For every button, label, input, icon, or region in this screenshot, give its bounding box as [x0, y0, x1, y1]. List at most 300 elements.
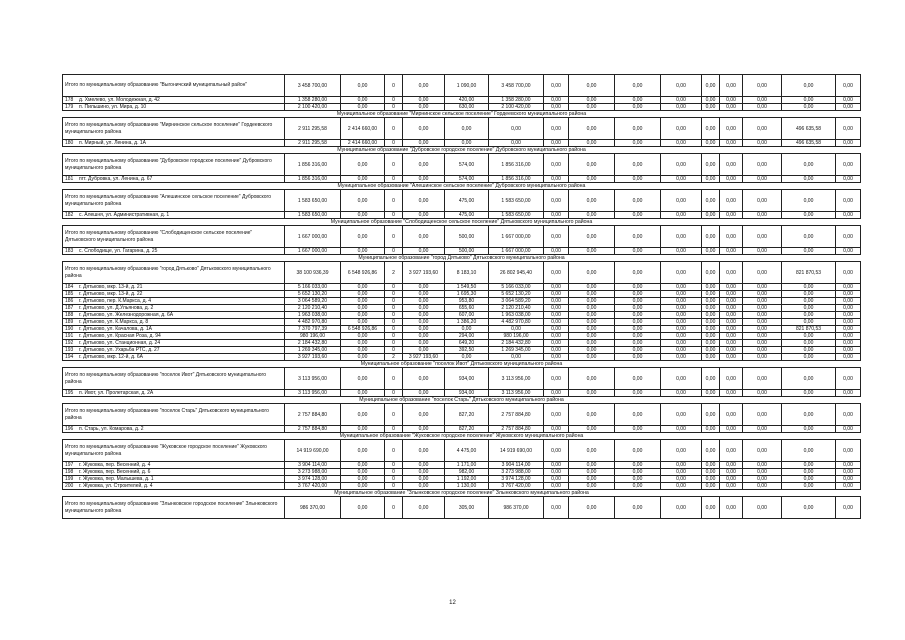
- value-cell: 0,00: [615, 333, 661, 340]
- total-value-cell: 1 090,00: [445, 75, 489, 97]
- value-cell: 0,00: [569, 140, 615, 147]
- total-value-cell: 0,00: [661, 154, 702, 176]
- total-value-cell: 0,00: [782, 497, 836, 519]
- value-cell: 0,00: [544, 462, 569, 469]
- value-cell: 0: [385, 347, 403, 354]
- value-cell: 0,00: [569, 291, 615, 298]
- total-value-cell: 0: [385, 190, 403, 212]
- value-cell: 0,00: [782, 390, 836, 397]
- value-cell: 0,00: [702, 354, 720, 361]
- value-cell: 0: [385, 340, 403, 347]
- value-cell: 0,00: [720, 212, 743, 219]
- value-cell: 0,00: [341, 426, 385, 433]
- value-cell: 0,00: [702, 248, 720, 255]
- total-value-cell: 0,00: [836, 497, 861, 519]
- value-cell: 0,00: [569, 469, 615, 476]
- value-cell: 0,00: [341, 483, 385, 490]
- value-cell: 0,00: [615, 312, 661, 319]
- value-cell: 1 358 280,00: [489, 97, 544, 104]
- value-cell: 1 171,00: [445, 462, 489, 469]
- table-row: [63, 140, 861, 147]
- value-cell: 475,00: [445, 212, 489, 219]
- address-text: п. Старь, ул. Комарова, д. 2: [79, 426, 144, 432]
- value-cell: 0,00: [615, 469, 661, 476]
- value-cell: 0,00: [615, 347, 661, 354]
- table-row: [63, 212, 861, 219]
- total-value-cell: 3 927 193,60: [403, 262, 445, 284]
- value-cell: 0,00: [782, 319, 836, 326]
- address-text: г. Жуковка, ул. Строителей, д. 4: [79, 483, 153, 489]
- value-cell: 0,00: [569, 326, 615, 333]
- value-cell: 0,00: [615, 390, 661, 397]
- value-cell: 0,00: [702, 291, 720, 298]
- total-value-cell: 2: [385, 262, 403, 284]
- total-value-cell: 0,00: [615, 118, 661, 140]
- total-value-cell: 0,00: [615, 404, 661, 426]
- total-value-cell: 0,00: [836, 404, 861, 426]
- value-cell: 0,00: [743, 340, 782, 347]
- value-cell: 0,00: [702, 104, 720, 111]
- value-cell: 0,00: [720, 97, 743, 104]
- value-cell: 2 120 210,40: [285, 305, 341, 312]
- total-value-cell: 0,00: [403, 190, 445, 212]
- total-value-cell: 0,00: [836, 262, 861, 284]
- total-value-cell: 0,00: [743, 440, 782, 462]
- total-value-cell: 0,00: [836, 118, 861, 140]
- section-total-row: [63, 154, 861, 176]
- value-cell: 0,00: [720, 390, 743, 397]
- total-value-cell: 0,00: [569, 368, 615, 390]
- value-cell: 5 166 033,00: [285, 284, 341, 291]
- section-total-label: Итого по муниципальному образованию "Жуковское городское поселение" Жуковского муниципального района: [63, 440, 285, 462]
- value-cell: 0,00: [782, 212, 836, 219]
- table-row: [63, 476, 861, 483]
- value-cell: 0,00: [403, 333, 445, 340]
- total-value-cell: 0,00: [836, 154, 861, 176]
- value-cell: 0,00: [702, 469, 720, 476]
- value-cell: 0,00: [569, 284, 615, 291]
- value-cell: 0,00: [489, 354, 544, 361]
- total-value-cell: 305,00: [445, 497, 489, 519]
- row-number: 200: [65, 483, 74, 489]
- section-total-row: [63, 497, 861, 519]
- section-total-row: [63, 368, 861, 390]
- value-cell: 0,00: [341, 319, 385, 326]
- value-cell: 0,00: [341, 390, 385, 397]
- value-cell: 0: [385, 305, 403, 312]
- section-header-label: Муниципальное образование "Дубровское городское поселение" Дубровского муниципального района: [63, 147, 861, 154]
- value-cell: 0: [385, 104, 403, 111]
- total-value-cell: 0,00: [661, 368, 702, 390]
- value-cell: 0: [385, 212, 403, 219]
- address-text: п. Мирный, ул. Ленина, д. 1А: [79, 140, 146, 146]
- value-cell: 0,00: [544, 248, 569, 255]
- row-number: 194: [65, 354, 74, 360]
- value-cell: 0,00: [544, 469, 569, 476]
- address-cell: [63, 248, 285, 255]
- value-cell: 934,00: [445, 390, 489, 397]
- value-cell: 0,00: [743, 354, 782, 361]
- address-text: г. Дятьково, мкр. 13-й, д. 21: [79, 284, 143, 290]
- total-value-cell: 0,00: [720, 262, 743, 284]
- total-value-cell: 0,00: [341, 226, 385, 248]
- address-text: п. Пильшино, ул. Мира, д. 10: [79, 104, 147, 110]
- total-value-cell: 0,00: [661, 262, 702, 284]
- value-cell: 0,00: [661, 298, 702, 305]
- value-cell: 0,00: [341, 212, 385, 219]
- value-cell: 1 358 280,00: [285, 97, 341, 104]
- value-cell: 4 482 970,80: [489, 319, 544, 326]
- value-cell: 6 548 926,86: [341, 326, 385, 333]
- total-value-cell: 0,00: [702, 497, 720, 519]
- value-cell: 0,00: [403, 476, 445, 483]
- value-cell: 0,00: [743, 390, 782, 397]
- row-number: 182: [65, 212, 74, 218]
- total-value-cell: 0,00: [403, 440, 445, 462]
- value-cell: 821 870,53: [782, 326, 836, 333]
- total-value-cell: 0,00: [544, 440, 569, 462]
- table-row: [63, 291, 861, 298]
- value-cell: 0: [385, 333, 403, 340]
- section-total-label: Итого по муниципальному образованию "Мирнинское сельское поселение" Гордеевского муниципального района: [63, 118, 285, 140]
- address-cell: [63, 291, 285, 298]
- value-cell: 0,00: [403, 426, 445, 433]
- value-cell: 0,00: [544, 104, 569, 111]
- total-value-cell: 3 458 700,00: [285, 75, 341, 97]
- total-value-cell: 0,00: [615, 75, 661, 97]
- value-cell: 0: [385, 176, 403, 183]
- value-cell: 0,00: [489, 140, 544, 147]
- total-value-cell: 0,00: [544, 75, 569, 97]
- value-cell: 0,00: [661, 347, 702, 354]
- value-cell: 0,00: [782, 305, 836, 312]
- value-cell: 980 196,00: [489, 333, 544, 340]
- value-cell: 0,00: [743, 347, 782, 354]
- value-cell: 3 113 956,00: [489, 390, 544, 397]
- total-value-cell: 0,00: [782, 404, 836, 426]
- value-cell: 827,20: [445, 426, 489, 433]
- row-number: 181: [65, 176, 74, 182]
- value-cell: 0,00: [720, 333, 743, 340]
- value-cell: 3 064 589,20: [285, 298, 341, 305]
- value-cell: 1 269 345,00: [285, 347, 341, 354]
- value-cell: 3 904 114,00: [285, 462, 341, 469]
- table-row: [63, 462, 861, 469]
- value-cell: 0,00: [743, 476, 782, 483]
- value-cell: 392,50: [445, 347, 489, 354]
- value-cell: 3 927 193,60: [285, 354, 341, 361]
- value-cell: 0,00: [615, 140, 661, 147]
- value-cell: 0,00: [743, 248, 782, 255]
- section-total-row: [63, 404, 861, 426]
- value-cell: 0,00: [743, 284, 782, 291]
- value-cell: 0,00: [661, 104, 702, 111]
- section-total-label: Итого по муниципальному образованию "город Дятьково" Дятьковского муниципального района: [63, 262, 285, 284]
- value-cell: 0: [385, 469, 403, 476]
- value-cell: 0,00: [702, 462, 720, 469]
- value-cell: 1 386,20: [445, 319, 489, 326]
- section-header-label: Муниципальное образование "город Дятьково" Дятьковского муниципального района: [63, 255, 861, 262]
- value-cell: 0,00: [743, 312, 782, 319]
- row-number: 180: [65, 140, 74, 146]
- total-value-cell: 4 475,00: [445, 440, 489, 462]
- total-value-cell: 3 113 956,00: [285, 368, 341, 390]
- value-cell: 0,00: [836, 462, 861, 469]
- value-cell: 0: [385, 319, 403, 326]
- address-cell: [63, 462, 285, 469]
- value-cell: 0,00: [836, 212, 861, 219]
- value-cell: 0,00: [782, 248, 836, 255]
- value-cell: 0,00: [544, 291, 569, 298]
- value-cell: 420,00: [445, 97, 489, 104]
- address-cell: [63, 326, 285, 333]
- value-cell: 1 549,50: [445, 284, 489, 291]
- total-value-cell: 1 583 650,00: [285, 190, 341, 212]
- value-cell: 0,00: [569, 462, 615, 469]
- value-cell: 0: [385, 140, 403, 147]
- address-cell: [63, 354, 285, 361]
- section-header-row: [63, 361, 861, 368]
- address-cell: [63, 483, 285, 490]
- value-cell: 0,00: [544, 476, 569, 483]
- value-cell: 3 064 589,20: [489, 298, 544, 305]
- total-value-cell: 574,00: [445, 154, 489, 176]
- total-value-cell: 6 548 926,86: [341, 262, 385, 284]
- row-number: 189: [65, 319, 74, 325]
- address-text: д. Хмелево, ул. Молодежная, д. 42: [79, 97, 160, 103]
- table-row: [63, 97, 861, 104]
- total-value-cell: 0,00: [615, 190, 661, 212]
- value-cell: 0,00: [341, 347, 385, 354]
- value-cell: 0,00: [341, 248, 385, 255]
- value-cell: 0,00: [569, 298, 615, 305]
- value-cell: 607,00: [445, 312, 489, 319]
- section-header-row: [63, 183, 861, 190]
- total-value-cell: 0,00: [569, 226, 615, 248]
- total-value-cell: 0,00: [341, 154, 385, 176]
- total-value-cell: 0: [385, 404, 403, 426]
- total-value-cell: 0,00: [403, 226, 445, 248]
- address-cell: [63, 212, 285, 219]
- value-cell: 2 757 884,80: [489, 426, 544, 433]
- address-text: г. Жуковка, пер. Малышева, д. 1: [79, 476, 154, 482]
- total-value-cell: 0,00: [341, 368, 385, 390]
- total-value-cell: 0: [385, 154, 403, 176]
- total-value-cell: 0,00: [544, 404, 569, 426]
- value-cell: 1 667 000,00: [489, 248, 544, 255]
- value-cell: 0,00: [661, 248, 702, 255]
- value-cell: 0,00: [341, 312, 385, 319]
- value-cell: 0,00: [782, 312, 836, 319]
- total-value-cell: 0,00: [743, 368, 782, 390]
- value-cell: 0,00: [702, 483, 720, 490]
- address-cell: [63, 298, 285, 305]
- value-cell: 0,00: [661, 305, 702, 312]
- value-cell: 0,00: [403, 390, 445, 397]
- value-cell: 0: [385, 483, 403, 490]
- value-cell: 0,00: [836, 469, 861, 476]
- total-value-cell: 0,00: [743, 404, 782, 426]
- value-cell: 0,00: [702, 312, 720, 319]
- value-cell: 0,00: [615, 176, 661, 183]
- total-value-cell: 0,00: [836, 75, 861, 97]
- value-cell: 0,00: [615, 476, 661, 483]
- value-cell: 0,00: [544, 298, 569, 305]
- section-total-row: [63, 118, 861, 140]
- value-cell: 655,60: [445, 305, 489, 312]
- value-cell: 0,00: [569, 312, 615, 319]
- value-cell: 0,00: [720, 305, 743, 312]
- total-value-cell: 0,00: [702, 404, 720, 426]
- value-cell: 980 196,00: [285, 333, 341, 340]
- total-value-cell: 0,00: [720, 497, 743, 519]
- value-cell: 0,00: [615, 212, 661, 219]
- value-cell: 0,00: [720, 140, 743, 147]
- value-cell: 0,00: [569, 319, 615, 326]
- address-text: г. Дятьково, мкр. 12-й, д. 6А: [79, 354, 143, 360]
- value-cell: 3 113 956,00: [285, 390, 341, 397]
- value-cell: 0,00: [615, 319, 661, 326]
- value-cell: 3 927 193,60: [403, 354, 445, 361]
- section-total-label: Итого по муниципальному образованию "поселок Старь" Дятьковского муниципального района: [63, 404, 285, 426]
- value-cell: 0,00: [341, 291, 385, 298]
- value-cell: 0,00: [544, 340, 569, 347]
- value-cell: 0: [385, 284, 403, 291]
- value-cell: 0,00: [720, 298, 743, 305]
- value-cell: 0: [385, 326, 403, 333]
- value-cell: 0,00: [702, 426, 720, 433]
- value-cell: 0,00: [702, 97, 720, 104]
- total-value-cell: 0,00: [403, 75, 445, 97]
- value-cell: 1 269 345,00: [489, 347, 544, 354]
- total-value-cell: 0,00: [661, 118, 702, 140]
- value-cell: 0,00: [743, 426, 782, 433]
- value-cell: 0,00: [403, 462, 445, 469]
- value-cell: 0,00: [569, 212, 615, 219]
- value-cell: 0,00: [743, 291, 782, 298]
- section-header-label: Муниципальное образование "поселок Старь" Дятьковского муниципального района: [63, 397, 861, 404]
- value-cell: 0,00: [341, 104, 385, 111]
- value-cell: 0,00: [615, 298, 661, 305]
- table-row: [63, 248, 861, 255]
- value-cell: 0,00: [544, 176, 569, 183]
- value-cell: 0,00: [403, 298, 445, 305]
- value-cell: 2 414 660,00: [341, 140, 385, 147]
- value-cell: 0,00: [836, 390, 861, 397]
- total-value-cell: 0,00: [720, 226, 743, 248]
- value-cell: 0,00: [341, 298, 385, 305]
- value-cell: 0,00: [702, 298, 720, 305]
- value-cell: 0,00: [782, 104, 836, 111]
- value-cell: 0,00: [341, 476, 385, 483]
- value-cell: 2 184 432,80: [285, 340, 341, 347]
- total-value-cell: 0,00: [702, 368, 720, 390]
- value-cell: 0,00: [661, 212, 702, 219]
- value-cell: 0: [385, 97, 403, 104]
- value-cell: 0,00: [743, 298, 782, 305]
- value-cell: 0,00: [661, 312, 702, 319]
- value-cell: 0,00: [743, 104, 782, 111]
- total-value-cell: 0,00: [782, 440, 836, 462]
- total-value-cell: 0: [385, 440, 403, 462]
- address-cell: [63, 390, 285, 397]
- address-cell: [63, 284, 285, 291]
- value-cell: 5 166 033,00: [489, 284, 544, 291]
- value-cell: 0,00: [782, 291, 836, 298]
- total-value-cell: 0,00: [661, 440, 702, 462]
- value-cell: 0,00: [615, 340, 661, 347]
- value-cell: 2: [385, 354, 403, 361]
- value-cell: 0,00: [544, 312, 569, 319]
- value-cell: 0,00: [720, 476, 743, 483]
- value-cell: 0,00: [569, 97, 615, 104]
- value-cell: 0: [385, 426, 403, 433]
- total-value-cell: 821 870,53: [782, 262, 836, 284]
- value-cell: 1 695,30: [445, 291, 489, 298]
- total-value-cell: 0,00: [403, 497, 445, 519]
- value-cell: 0,00: [720, 284, 743, 291]
- value-cell: 0,00: [661, 469, 702, 476]
- total-value-cell: 0,00: [720, 75, 743, 97]
- value-cell: 1 963 038,00: [285, 312, 341, 319]
- value-cell: 0,00: [743, 176, 782, 183]
- total-value-cell: 14 919 690,00: [285, 440, 341, 462]
- value-cell: 0,00: [720, 354, 743, 361]
- value-cell: 0,00: [569, 354, 615, 361]
- value-cell: 0,00: [836, 97, 861, 104]
- row-number: 188: [65, 312, 74, 318]
- value-cell: 0,00: [720, 469, 743, 476]
- value-cell: 7 370 797,39: [285, 326, 341, 333]
- section-total-row: [63, 75, 861, 97]
- total-value-cell: 0,00: [720, 190, 743, 212]
- total-value-cell: 0,00: [569, 404, 615, 426]
- value-cell: 0: [385, 291, 403, 298]
- total-value-cell: 1 856 316,00: [489, 154, 544, 176]
- row-number: 199: [65, 476, 74, 482]
- value-cell: 0,00: [615, 97, 661, 104]
- value-cell: 0,00: [782, 347, 836, 354]
- value-cell: 5 652 130,20: [285, 291, 341, 298]
- value-cell: 0,00: [341, 333, 385, 340]
- value-cell: 0,00: [720, 340, 743, 347]
- total-value-cell: 0,00: [720, 154, 743, 176]
- value-cell: 2 911 295,58: [285, 140, 341, 147]
- table-row: [63, 483, 861, 490]
- table-row: [63, 347, 861, 354]
- value-cell: 0,00: [661, 284, 702, 291]
- value-cell: 0,00: [544, 140, 569, 147]
- value-cell: 0,00: [720, 319, 743, 326]
- value-cell: 0,00: [569, 340, 615, 347]
- section-total-row: [63, 190, 861, 212]
- section-total-label: Итого по муниципальному образованию "поселок Ивот" Дятьковского муниципального района: [63, 368, 285, 390]
- total-value-cell: 0,00: [341, 190, 385, 212]
- total-value-cell: 26 802 945,40: [489, 262, 544, 284]
- value-cell: 0,00: [661, 426, 702, 433]
- value-cell: 0,00: [702, 176, 720, 183]
- total-value-cell: 0,00: [569, 190, 615, 212]
- total-value-cell: 1 856 316,00: [285, 154, 341, 176]
- total-value-cell: 0,00: [615, 497, 661, 519]
- total-value-cell: 2 757 884,80: [285, 404, 341, 426]
- total-value-cell: 0: [385, 118, 403, 140]
- total-value-cell: 0,00: [489, 118, 544, 140]
- value-cell: 1 856 316,00: [285, 176, 341, 183]
- value-cell: 0,00: [836, 312, 861, 319]
- value-cell: 0: [385, 298, 403, 305]
- total-value-cell: 0,00: [615, 440, 661, 462]
